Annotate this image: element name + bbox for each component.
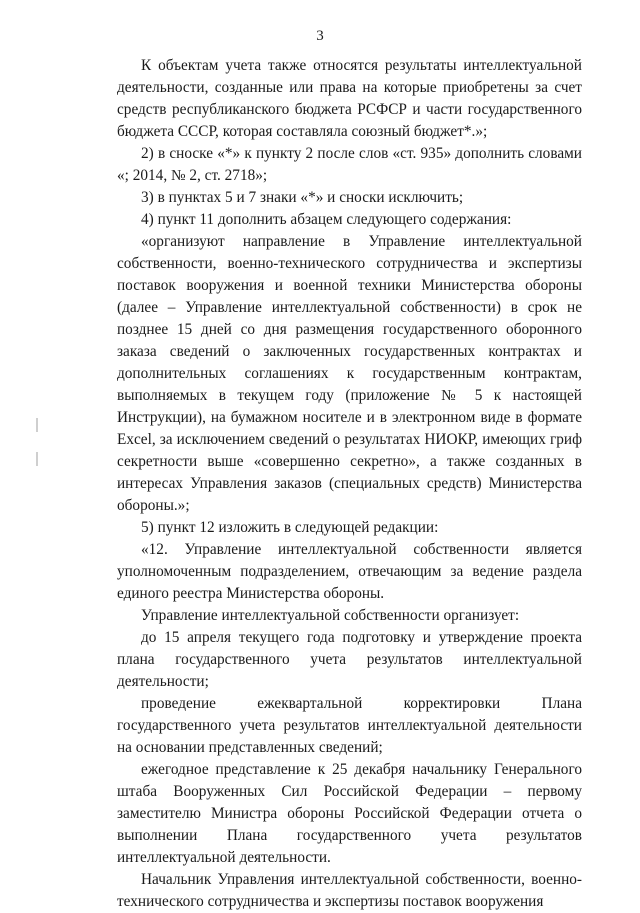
- scan-mark: [36, 418, 38, 432]
- paragraph: 5) пункт 12 изложить в следующей редакции:: [141, 519, 439, 536]
- paragraph: ежегодное представление к 25 декабря начальнику Генерального штаба Вооруженных Сил Российской Федерации – первому заместителю Министра обороны Российской Федерации отчета о выполнении Плана государственного учета результатов интеллектуальной деятельности.: [117, 761, 582, 866]
- document-body: [117, 55, 582, 913]
- paragraph: 4) пункт 11 дополнить абзацем следующего содержания:: [141, 211, 512, 228]
- paragraph: 3) в пунктах 5 и 7 знаки «*» и сноски исключить;: [141, 189, 464, 206]
- paragraph: проведение ежеквартальной корректировки Плана государственного учета результатов интеллектуальной деятельности на основании представленных сведений;: [117, 695, 582, 756]
- paragraph: К объектам учета также относятся результаты интеллектуальной деятельности, созданные или права на которые приобретены за счет средств республиканского бюджета РСФСР и части государственного бюджета СССР, которая составляла союзный бюджет*.»;: [117, 57, 582, 140]
- paragraph: Управление интеллектуальной собственности организует:: [141, 607, 520, 624]
- paragraph: до 15 апреля текущего года подготовку и утверждение проекта плана государственного учета результатов интеллектуальной деятельности;: [117, 629, 582, 690]
- paragraph: «12. Управление интеллектуальной собственности является уполномоченным подразделением, отвечающим за ведение раздела единого реестра Министерства обороны.: [117, 541, 582, 602]
- paragraph: 2) в сноске «*» к пункту 2 после слов «ст. 935» дополнить словами «; 2014, № 2, ст. 2718»;: [117, 145, 582, 184]
- paragraph: «организуют направление в Управление интеллектуальной собственности, военно-технического сотрудничества и экспертизы поставок вооружения и военной техники Министерства обороны (далее – Управление интеллектуальной собственности) в срок не позднее 15 дней со дня размещения государственного оборонного заказа сведений о заключенных государственных контрактах и дополнительных соглашениях к государственным контрактам, выполняемых в текущем году (приложение № 5 к настоящей Инструкции), на бумажном носителе и в электронном виде в формате Excel, за исключением сведений о результатах НИОКР, имеющих гриф секретности выше «совершенно секретно», а также созданных в интересах Управления заказов (специальных средств) Министерства обороны.»;: [117, 233, 582, 514]
- page-number: 3: [316, 28, 324, 44]
- paragraph: Начальник Управления интеллектуальной собственности, военно-технического сотрудничества и экспертизы поставок вооружения: [117, 871, 582, 910]
- scan-mark: [36, 452, 38, 466]
